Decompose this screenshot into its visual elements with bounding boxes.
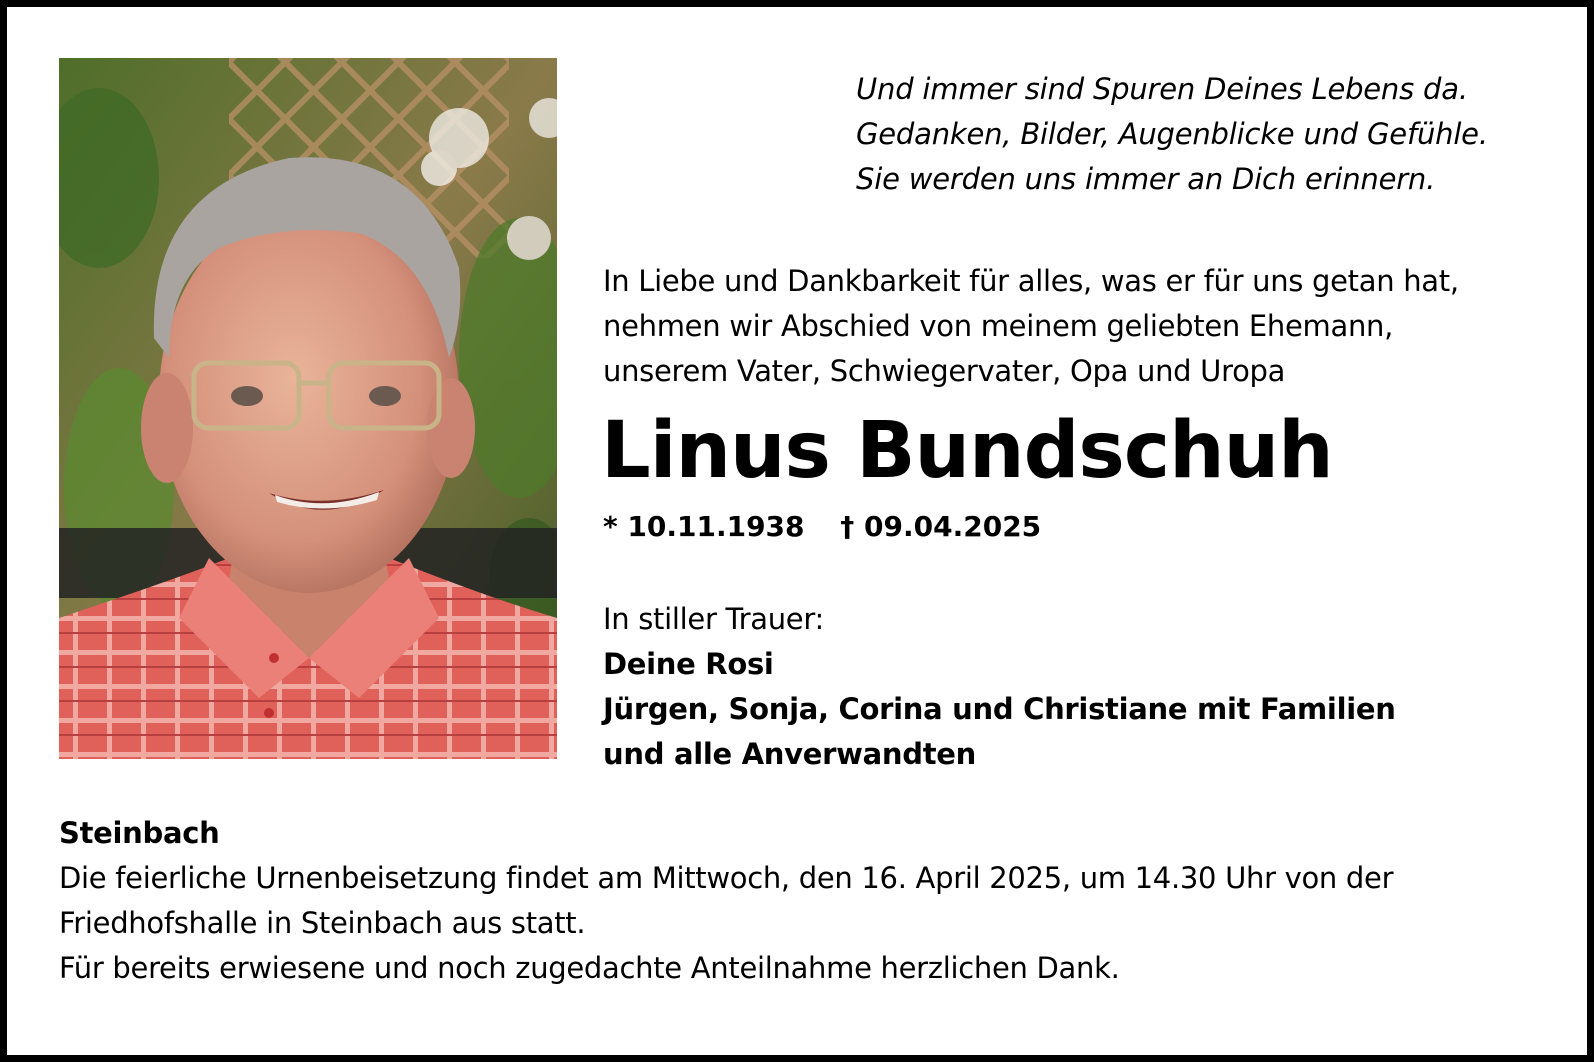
quote-line: Gedanken, Bilder, Augenblicke und Gefühle. [856,117,1488,151]
intro-line: In Liebe und Dankbarkeit für alles, was er für uns getan hat, [603,264,1459,298]
portrait-photo [59,58,557,759]
birth-date: * 10.11.1938 [603,510,805,543]
mourners-block [603,597,1563,777]
details-line: Friedhofshalle in Steinbach aus statt. [59,906,586,940]
place-name: Steinbach [59,816,220,850]
details-line: Die feierliche Urnenbeisetzung findet am Mittwoch, den 16. April 2025, um 14.30 Uhr von der [59,861,1394,895]
mourner-line: und alle Anverwandten [603,737,976,771]
mourner-line: Deine Rosi [603,647,774,681]
quote-line: Und immer sind Spuren Deines Lebens da. [856,72,1468,106]
mourners-heading: In stiller Trauer: [603,602,824,636]
life-dates [603,507,1041,547]
intro-line: unserem Vater, Schwiegervater, Opa und Uropa [603,354,1286,388]
deceased-name: Linus Bundschuh [601,406,1333,496]
intro-line: nehmen wir Abschied von meinem geliebten Ehemann, [603,309,1394,343]
mourner-line: Jürgen, Sonja, Corina und Christiane mit Familien [603,692,1396,726]
portrait-image [59,58,557,759]
thanks-line: Für bereits erwiesene und noch zugedachte Anteilnahme herzlichen Dank. [59,951,1120,985]
death-date: † 09.04.2025 [840,510,1042,543]
intro-text [603,259,1563,394]
memorial-quote [856,67,1576,202]
quote-line: Sie werden uns immer an Dich erinnern. [856,162,1436,196]
funeral-details [59,811,1559,991]
